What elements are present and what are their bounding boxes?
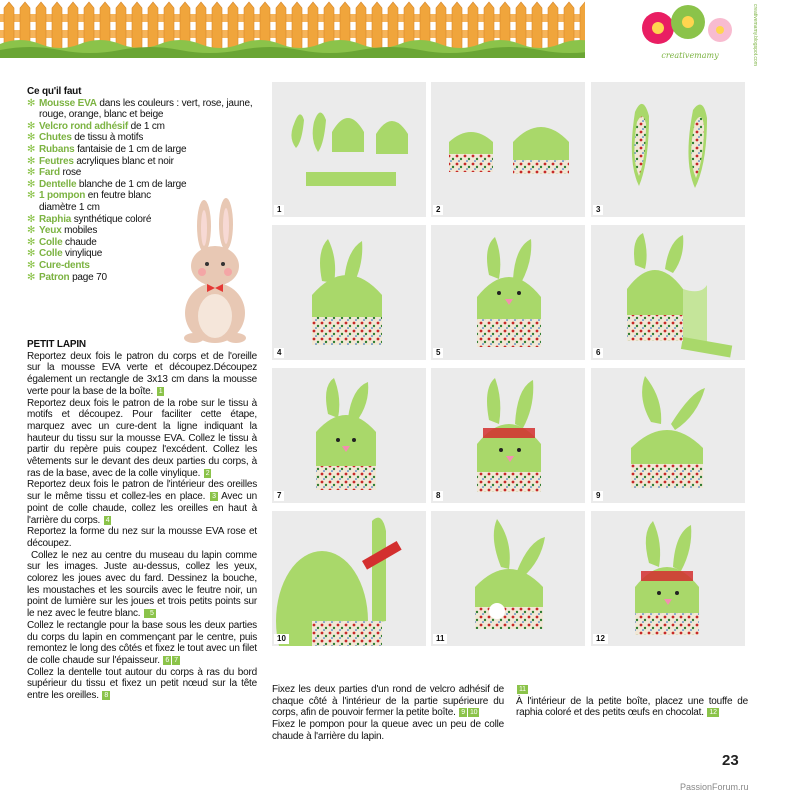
fence-picket — [228, 2, 238, 50]
fence-picket — [132, 2, 142, 50]
bunny-craft-photo — [272, 82, 426, 217]
step-badge: 7 — [174, 656, 178, 664]
fence-picket — [548, 2, 558, 50]
materials-title: Ce qu'il faut — [27, 86, 82, 97]
material-description: en feutre blanc diamètre 1 cm — [39, 190, 151, 213]
section-heading: PETIT LAPIN — [27, 339, 86, 350]
bunny-craft-photo — [272, 511, 426, 646]
fence-picket — [468, 2, 478, 50]
material-keyword: Feutres — [39, 155, 74, 167]
material-description: acryliques blanc et noir — [73, 155, 174, 167]
fence-picket — [516, 2, 526, 50]
logo-side-text: creativemamy.blogspot.com — [752, 4, 758, 66]
photo-step-number: 10 — [274, 634, 289, 644]
material-keyword: Mousse EVA — [39, 97, 97, 109]
step-photo — [591, 511, 745, 646]
fence-picket — [356, 2, 366, 50]
material-keyword: Rubans — [39, 143, 75, 155]
photo-step-number: 2 — [433, 205, 443, 215]
material-description: synthétique coloré — [71, 213, 152, 225]
step-badge: 4 — [105, 516, 110, 524]
step-paragraph — [516, 684, 748, 696]
flower-bullet-icon: ✻ — [27, 178, 36, 190]
photo-step-number: 9 — [593, 491, 603, 501]
material-keyword: Fard — [39, 167, 60, 179]
bunny-craft-photo — [431, 82, 585, 217]
instructions-column-1 — [27, 339, 257, 702]
fence-picket — [36, 2, 46, 50]
material-description: de tissu à motifs — [71, 132, 144, 144]
material-keyword: Raphia — [39, 213, 72, 225]
bunny-craft-photo — [272, 225, 426, 360]
flower-bullet-icon: ✻ — [27, 248, 36, 260]
material-item — [27, 179, 267, 191]
step-paragraph: Fixez les deux parties d'un rond de velcro adhésif de chaque côté à l'intérieur de la partie supérieure du corps, afin de pouvoir fermer la petite boîte. 9 10 — [272, 684, 504, 719]
fence-picket — [308, 2, 318, 50]
step-paragraph: Collez le rectangle pour la base sous les deux parties du corps du lapin en commençant par le centre, puis remontez le long des côtés et fixez le tout avec un filet de colle chaude sur l'épaisseur. 6 7 — [27, 619, 257, 666]
photo-step-number: 5 — [433, 348, 443, 358]
step-badge: 3 — [212, 493, 216, 501]
fence-picket — [196, 2, 206, 50]
bunny-craft-photo — [431, 511, 585, 646]
fence-picket — [52, 2, 62, 50]
step-photo — [272, 511, 426, 646]
photo-step-number: 7 — [274, 491, 284, 501]
step-photo — [431, 82, 585, 217]
bunny-craft-photo — [272, 368, 426, 503]
fence-picket — [372, 2, 382, 50]
step-badge: 10 — [469, 709, 478, 717]
material-keyword: Dentelle — [39, 178, 77, 190]
step-photo — [272, 225, 426, 360]
fence-header-illustration — [0, 0, 585, 58]
fence-picket — [148, 2, 158, 50]
flower-bullet-icon: ✻ — [27, 271, 36, 283]
fence-picket — [292, 2, 302, 50]
material-item — [27, 167, 267, 179]
step-paragraph: Reportez la forme du nez sur la mousse EVA rose et découpez. — [27, 526, 257, 549]
material-keyword: 1 pompon — [39, 190, 86, 202]
step-paragraph: Fixez le pompon pour la queue avec un peu de colle chaude à l'arrière du lapin. — [272, 719, 504, 742]
step-paragraph: À l'intérieur de la petite boîte, placez une touffe de raphia coloré et des petits œufs en chocolat. 12 — [516, 695, 748, 719]
step-paragraph: Reportez deux fois le patron de l'intérieur des oreilles sur le même tissu et collez-les en place. 3 Avec un point de colle chaude, collez les oreilles en haut à l'arrière du corps. 4 — [27, 479, 257, 526]
material-description: dans les couleurs : vert, rose, jaune, rouge, orange, blanc et beige — [39, 97, 253, 121]
photo-step-number: 12 — [593, 634, 608, 644]
step-badge: 6 — [165, 656, 170, 664]
bunny-craft-photo — [591, 368, 745, 503]
photo-step-number: 4 — [274, 348, 284, 358]
step-photo — [431, 225, 585, 360]
fence-picket — [276, 2, 286, 50]
fence-picket — [388, 2, 398, 50]
flower-bullet-icon: ✻ — [27, 213, 36, 225]
fence-picket — [116, 2, 126, 50]
material-keyword: Colle — [39, 236, 63, 248]
watermark: PassionForum.ru — [680, 782, 749, 792]
step-photo — [591, 368, 745, 503]
logo-text: creativemamy — [661, 51, 719, 60]
flower-bullet-icon: ✻ — [27, 259, 36, 271]
step-badge: 9 — [461, 709, 465, 717]
material-item — [27, 98, 267, 121]
bunny-craft-photo — [591, 511, 745, 646]
flower-bullet-icon: ✻ — [27, 236, 36, 248]
step-paragraph: Reportez deux fois le patron de la robe sur le tissu à motifs et découpez. Pour faciliter cette étape, marquez avec un cure-dent la ligne indiquant la hauteur du tissu sur la mousse EVA. Collez le tissu à partir du repère puis coupez l'excédent. Collez les vêtements sur le devant des deux parties du corps, à ras de la base, avec de la colle vinylique. 2 — [27, 397, 257, 479]
step-badge: 12 — [709, 709, 717, 717]
step-paragraph: Collez la dentelle tout autour du corps à ras du bord supérieur du tissu et fixez un petit nœud sur la tête entre les oreilles. 8 — [27, 666, 257, 702]
fence-picket — [436, 2, 446, 50]
step-photo — [591, 225, 745, 360]
step-badge: 11 — [519, 686, 526, 693]
fence-picket — [532, 2, 542, 50]
flower-bullet-icon: ✻ — [27, 132, 36, 144]
photo-step-number: 6 — [593, 348, 603, 358]
material-description: page 70 — [69, 271, 107, 283]
instructions-column-2 — [272, 684, 504, 743]
photo-step-number: 11 — [433, 634, 447, 644]
step-photo — [431, 511, 585, 646]
material-keyword: Patron — [39, 271, 70, 283]
step-photo — [272, 82, 426, 217]
material-description: blanche de 1 cm de large — [76, 178, 187, 190]
step-paragraph: Collez le nez au centre du museau du lapin comme sur les images. Juste au-dessus, collez les yeux, colorez les joues avec du fard. Dessinez la bouche, les moustaches et les sourcils avec le feutre noir, un point de lumière sur les joues et trois petits points sur le nez avec le feutre blanc. 5 — [27, 549, 257, 620]
flower-bullet-icon: ✻ — [27, 225, 36, 237]
flower-bullet-icon: ✻ — [27, 143, 36, 155]
step-badge: 1 — [158, 387, 163, 395]
step-photo — [431, 368, 585, 503]
flower-bullet-icon: ✻ — [27, 167, 36, 179]
material-description: chaude — [62, 236, 97, 248]
fence-picket — [452, 2, 462, 50]
material-item — [27, 121, 267, 133]
material-keyword: Colle — [39, 248, 63, 260]
material-keyword: Yeux — [39, 225, 62, 237]
material-item — [27, 132, 267, 144]
material-keyword: Velcro rond adhésif — [39, 120, 129, 132]
page-number: 23 — [722, 752, 739, 769]
material-description: fantaisie de 1 cm de large — [74, 143, 187, 155]
photo-step-number: 1 — [274, 205, 284, 215]
step-badge: 8 — [104, 692, 109, 700]
material-item — [27, 144, 267, 156]
creativemamy-logo — [630, 2, 750, 64]
step-photo — [272, 368, 426, 503]
step-badge: 5 — [144, 609, 156, 618]
fence-picket — [212, 2, 222, 50]
material-description: vinylique — [62, 248, 103, 260]
step-photo — [591, 82, 745, 217]
material-item — [27, 156, 267, 168]
instructions-column-3 — [516, 684, 748, 719]
material-description: de 1 cm — [128, 120, 165, 132]
bunny-craft-photo — [591, 82, 745, 217]
fence-picket — [68, 2, 78, 50]
flower-bullet-icon: ✻ — [27, 155, 36, 167]
photo-step-number: 3 — [593, 205, 603, 215]
material-keyword: Cure-dents — [39, 259, 90, 271]
step-badge: 2 — [205, 469, 210, 477]
material-description: rose — [59, 167, 82, 179]
bunny-craft-photo — [591, 225, 745, 360]
step-paragraph: Reportez deux fois le patron du corps et de l'oreille sur la mousse EVA verte et découpez.Découpez également un rectangle de 3x13 cm dans la mousse verte pour la base de la boîte. 1 — [27, 350, 257, 397]
bunny-illustration — [174, 198, 256, 346]
material-description: mobiles — [61, 225, 98, 237]
photo-step-number: 8 — [433, 491, 443, 501]
flower-bullet-icon: ✻ — [27, 97, 36, 109]
bunny-craft-photo — [431, 225, 585, 360]
material-keyword: Chutes — [39, 132, 72, 144]
flower-bullet-icon: ✻ — [27, 190, 36, 202]
bunny-craft-photo — [431, 368, 585, 503]
flower-bullet-icon: ✻ — [27, 120, 36, 132]
